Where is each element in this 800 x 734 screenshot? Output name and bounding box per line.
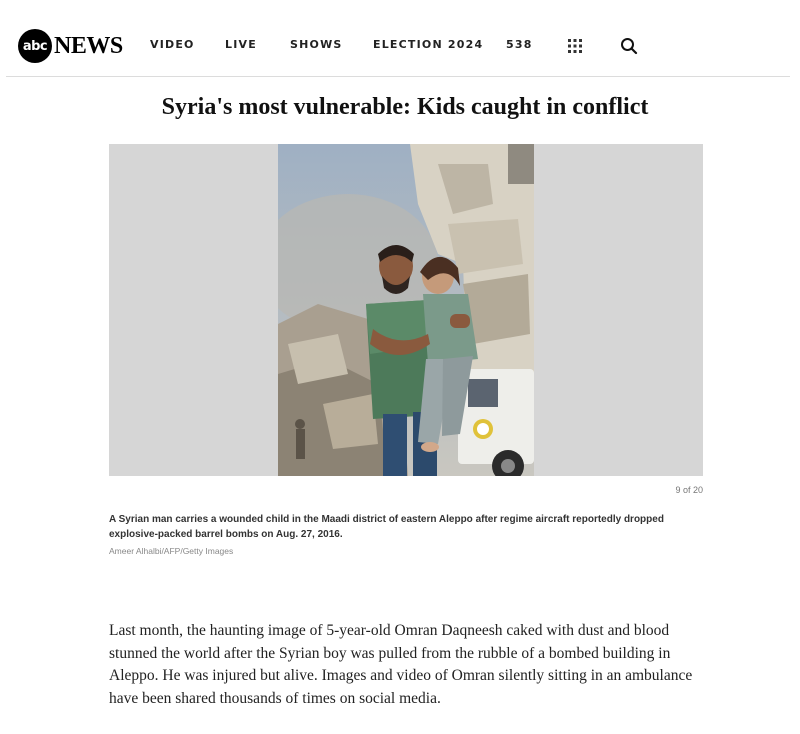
news-wordmark: NEWS: [54, 32, 123, 59]
photo-caption: A Syrian man carries a wounded child in the Maadi district of eastern Aleppo after regime aircraft reportedly dropped explosive-packed barrel bombs on Aug. 27, 2016.: [109, 514, 664, 540]
nav-video[interactable]: VIDEO: [150, 38, 195, 51]
site-header: [0, 0, 800, 76]
article-title: Syria's most vulnerable: Kids caught in conflict: [161, 94, 649, 120]
nav-shows[interactable]: SHOWS: [290, 38, 343, 51]
gallery-photo-illustration: [278, 144, 534, 476]
grid-icon[interactable]: [567, 38, 583, 54]
gallery-counter: 9 of 20: [675, 485, 703, 495]
abc-logo-circle: abc: [18, 29, 52, 63]
photo-credit: Ameer Alhalbi/AFP/Getty Images: [109, 546, 234, 556]
header-divider: [6, 76, 790, 77]
nav-election-2024[interactable]: ELECTION 2024: [373, 38, 484, 51]
nav-538[interactable]: 538: [506, 38, 533, 51]
article-paragraph: Last month, the haunting image of 5-year-old Omran Daqneesh caked with dust and blood stunned the world after the Syrian boy was pulled from the rubble of a bombed building in Aleppo. He was injured but alive. Images and video of Omran silently sitting in an ambulance have been shared thousands of times on social media.: [109, 622, 693, 707]
search-icon[interactable]: [620, 37, 638, 55]
abc-news-logo[interactable]: [18, 29, 123, 63]
gallery-photo[interactable]: [278, 144, 534, 476]
nav-live[interactable]: LIVE: [225, 38, 257, 51]
photo-gallery: [109, 144, 703, 476]
